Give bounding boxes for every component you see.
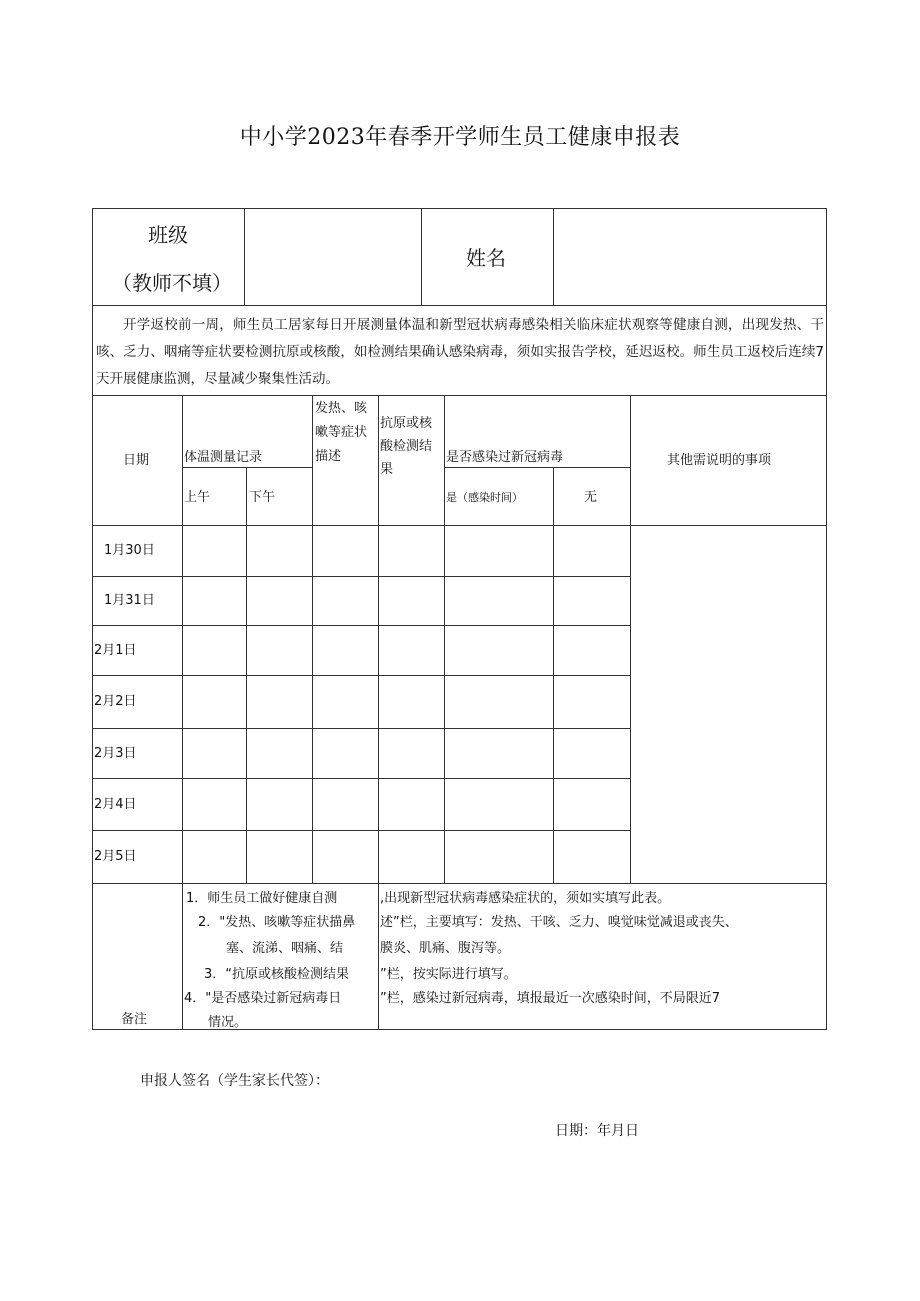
- date-cell: 1月30日: [104, 543, 155, 558]
- col-date: 日期: [123, 453, 150, 468]
- class-label-note: （教师不填）: [112, 271, 232, 295]
- date-cell: 2月4日: [94, 797, 137, 812]
- date-cell: 2月5日: [94, 849, 137, 864]
- table-hline: [92, 830, 630, 831]
- remarks-label: 备注: [121, 1012, 148, 1027]
- col-am: 上午: [184, 490, 211, 505]
- table-hline: [92, 625, 630, 626]
- remark-right-line: ”栏，按实际进行填写。: [380, 967, 517, 982]
- notice-paragraph: 开学返校前一周，师生员工居家每日开展测量体温和新型冠状病毒感染相关临床症状观察等健康自测，出现发热、干咳、乏力、咽痛等症状要检测抗原或核酸，如检测结果确认感染病毒，须如实报告学校，延迟返校。师生员工返校后连续7天开展健康监测，尽量减少聚集性活动。: [96, 317, 824, 387]
- page-title: 中小学2023年春季开学师生员工健康申报表: [239, 125, 681, 150]
- col-temp: 体温测量记录: [184, 450, 263, 465]
- col-yes: 是（感染时间）: [446, 491, 523, 504]
- table-vline: [378, 395, 379, 883]
- table-vline: [630, 395, 631, 883]
- col-symptoms-l2: 嗽等症状: [315, 425, 368, 440]
- date-cell: 1月31日: [104, 593, 155, 608]
- remark-left-line: 1．师生员工做好健康自测: [186, 891, 338, 906]
- table-hline: [92, 728, 630, 729]
- table-vline: [244, 208, 245, 305]
- date-cell: 2月3日: [94, 746, 137, 761]
- table-hline: [92, 778, 630, 779]
- remark-left-line: 3．“抗原或核酸检测结果: [204, 967, 350, 982]
- table-vline: [553, 467, 554, 883]
- table-vline: [444, 395, 445, 883]
- col-pm: 下午: [249, 490, 276, 505]
- table-vline: [182, 883, 183, 1030]
- col-no: 无: [584, 490, 598, 505]
- signature-label: 申报人签名（学生家长代签）：: [140, 1073, 329, 1089]
- table-hline: [92, 576, 630, 577]
- remark-left-line: 4．"是否感染过新冠病毒日: [184, 991, 342, 1006]
- table-hline: [92, 525, 827, 526]
- class-label: 班级: [148, 223, 188, 247]
- col-test-l1: 抗原或核: [380, 416, 433, 431]
- col-symptoms-l1: 发热、咳: [315, 401, 368, 416]
- table-vline: [246, 467, 247, 883]
- table-vline: [421, 208, 422, 305]
- remark-right-line: 述”栏，主要填写：发热、干咳、乏力、嗅觉味觉减退或丧失、: [380, 915, 738, 930]
- remark-right-line: 膜炎、肌痛、腹泻等。: [380, 941, 511, 956]
- table-vline: [553, 208, 554, 305]
- table-hline: [92, 883, 827, 884]
- remark-right-line: ”栏，感染过新冠病毒，填报最近一次感染时间，不局限近7: [380, 991, 721, 1006]
- table-vline: [182, 395, 183, 883]
- table-vline: [378, 883, 379, 1030]
- col-test-l2: 酸检测结: [380, 439, 433, 454]
- remark-right-line: ,出现新型冠状病毒感染症状的，须如实填写此表。: [380, 891, 671, 906]
- col-symptoms-l3: 描述: [315, 449, 342, 464]
- col-other: 其他需说明的事项: [667, 453, 772, 468]
- col-test-l3: 果: [380, 462, 394, 477]
- table-hline: [182, 467, 312, 468]
- class-input-cell[interactable]: [246, 209, 420, 304]
- table-hline: [92, 395, 827, 396]
- date-cell: 2月2日: [94, 694, 137, 709]
- name-input-cell[interactable]: [555, 209, 825, 304]
- table-hline: [92, 675, 630, 676]
- table-hline: [92, 305, 827, 306]
- date-cell: 2月1日: [94, 643, 137, 658]
- remark-left-line: 2．"发热、咳嗽等症状描鼻: [198, 915, 356, 930]
- name-label: 姓名: [466, 246, 506, 270]
- remark-left-line: 情况。: [208, 1015, 248, 1030]
- remark-left-line: 塞、流涕、咽痛、结: [226, 941, 344, 956]
- table-vline: [312, 395, 313, 883]
- footer-date: 日期：年月日: [555, 1123, 639, 1139]
- table-hline: [444, 467, 630, 468]
- col-infected: 是否感染过新冠病毒: [446, 450, 564, 465]
